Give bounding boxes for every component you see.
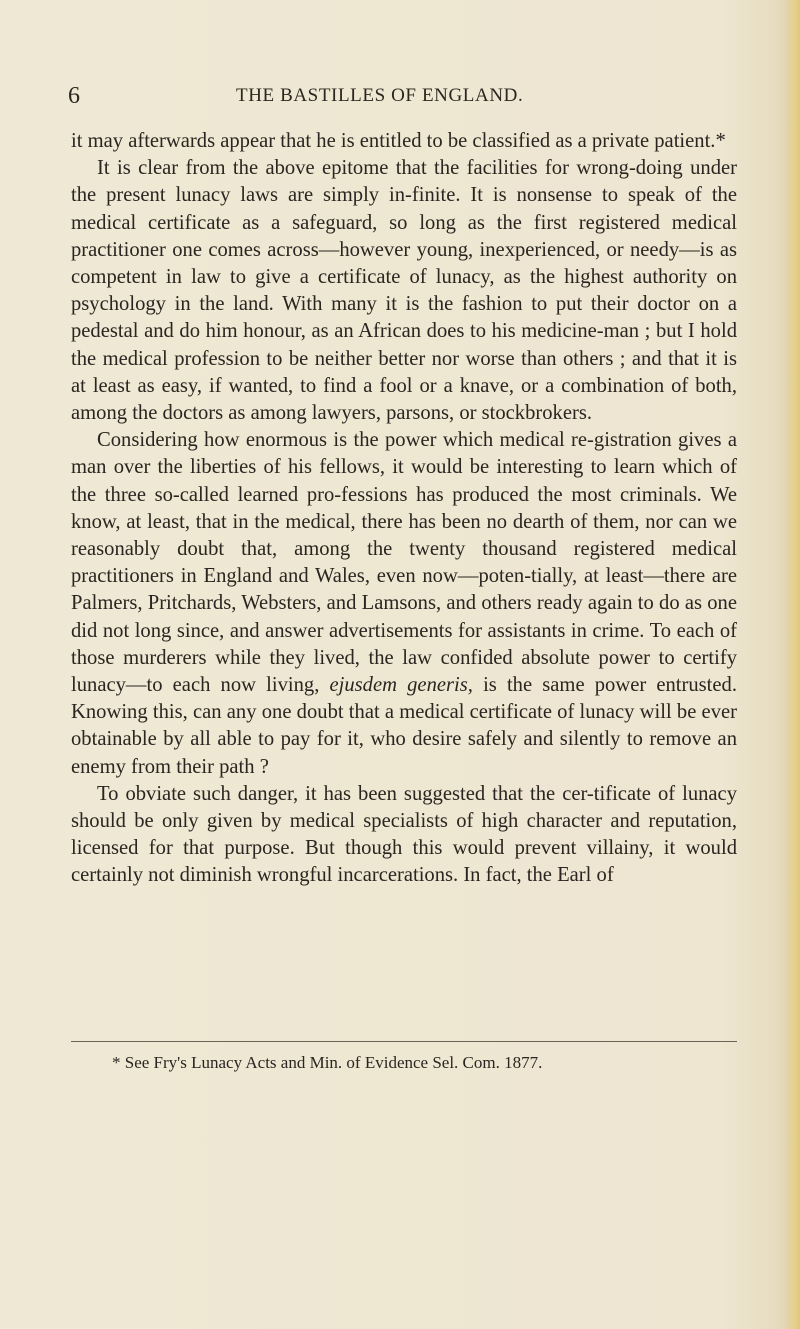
body-text — [71, 128, 737, 890]
footnote: * See Fry's Lunacy Acts and Min. of Evidence Sel. Com. 1877. — [112, 1053, 543, 1072]
page-edge — [786, 0, 800, 1329]
paragraph-3-part-1: Considering how enormous is the power which medical re-gistration gives a man over the liberties of his fellows, it would be interesting to learn which of the three so-called learned pro-fessions has produced the most criminals. We know, at least, that in the medical, there has been no dearth of them, nor can we reasonably doubt that, among the twenty thousand registered medical practitioners in England and Wales, even now—poten-tially, at least—there are Palmers, Pritchards, Websters, and Lamsons, and others ready again to do as one did not long since, and answer advertisements for assistants in crime. To each of those murderers while they lived, the law confided absolute power to certify lunacy—to each now living, — [71, 429, 737, 697]
footnote-divider — [71, 1041, 737, 1042]
paragraph-1: it may afterwards appear that he is entitled to be classified as a private patient.* — [71, 130, 726, 152]
running-head: THE BASTILLES OF ENGLAND. — [236, 85, 524, 106]
paragraph-4: To obviate such danger, it has been suggested that the cer-tificate of lunacy should be only given by medical specialists of high character and reputation, licensed for that purpose. But though this would prevent villainy, it would certainly not diminish wrongful incarcerations. In fact, the Earl of — [71, 782, 737, 887]
page-number: 6 — [68, 83, 80, 109]
paragraph-3-part-2: is the same power entrusted. Knowing this, can any one doubt that a medical certificate of lunacy will be ever obtainable by all able to pay for it, who desire safely and silently to remove an enemy from their path ? — [71, 674, 737, 778]
paragraph-3 — [71, 427, 737, 781]
latin-phrase: ejusdem generis, — [329, 674, 473, 697]
page-header — [68, 82, 728, 112]
paragraph-2: It is clear from the above epitome that the facilities for wrong-doing under the present lunacy laws are simply in-finite. It is nonsense to speak of the medical certificate as a safeguard, so long as the first registered medical practitioner one comes across—however young, inexperienced, or needy—is as competent in law to give a certificate of lunacy, as the highest authority on psychology in the land. With many it is the fashion to put their doctor on a pedestal and do him honour, as an African does to his medicine-man ; but I hold the medical profession to be neither better nor worse than others ; and that it is at least as easy, if wanted, to find a fool or a knave, or a combination of both, among the doctors as among lawyers, parsons, or stockbrokers. — [71, 157, 737, 425]
